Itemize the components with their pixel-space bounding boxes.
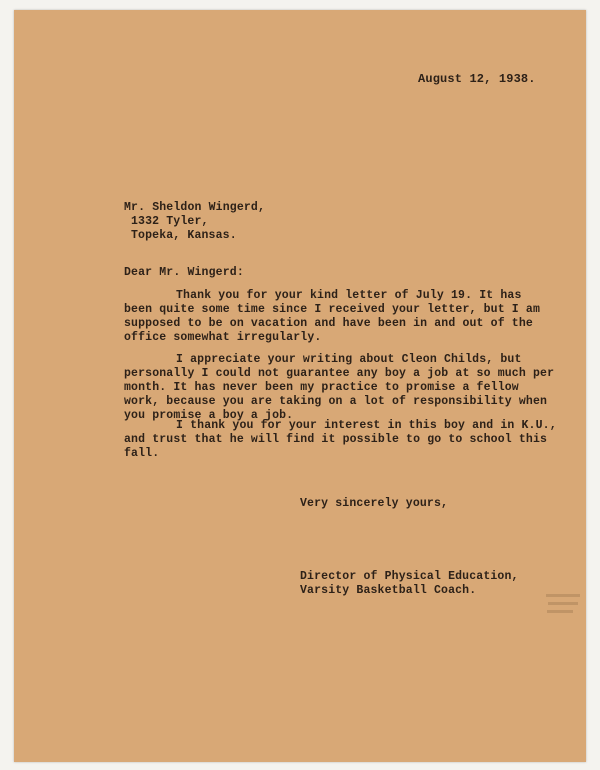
signature-block xyxy=(300,570,519,598)
paragraph-line: fall. xyxy=(124,447,160,460)
recipient-address xyxy=(124,201,265,243)
body-paragraph-3 xyxy=(124,419,557,461)
signature-title-line: Director of Physical Education, xyxy=(300,570,519,583)
paragraph-line: month. It has never been my practice to promise a fellow xyxy=(124,381,519,394)
paragraph-line: and trust that he will find it possible to go to school this xyxy=(124,433,548,446)
body-paragraph-2 xyxy=(124,353,554,423)
recipient-city: Topeka, Kansas. xyxy=(131,229,237,242)
paragraph-line: been quite some time since I received your letter, but I am xyxy=(124,303,541,316)
salutation: Dear Mr. Wingerd: xyxy=(124,266,244,279)
recipient-street: 1332 Tyler, xyxy=(131,215,209,228)
letter-date: August 12, 1938. xyxy=(418,72,536,86)
faded-stamp-mark xyxy=(544,590,584,620)
closing: Very sincerely yours, xyxy=(300,497,449,510)
paragraph-line: I appreciate your writing about Cleon Childs, but xyxy=(176,353,522,366)
paragraph-line: work, because you are taking on a lot of responsibility when xyxy=(124,395,548,408)
letter-page xyxy=(14,10,586,762)
paragraph-line: office somewhat irregularly. xyxy=(124,331,322,344)
signature-title-line: Varsity Basketball Coach. xyxy=(300,584,477,597)
paragraph-line: I thank you for your interest in this boy and in K.U., xyxy=(176,419,557,432)
paragraph-line: you promise a boy a job. xyxy=(124,409,294,422)
paragraph-line: supposed to be on vacation and have been in and out of the xyxy=(124,317,533,330)
paragraph-line: Thank you for your kind letter of July 19. It has xyxy=(176,289,522,302)
body-paragraph-1 xyxy=(124,289,540,345)
recipient-name: Mr. Sheldon Wingerd, xyxy=(124,201,266,214)
paragraph-line: personally I could not guarantee any boy a job at so much per xyxy=(124,367,555,380)
